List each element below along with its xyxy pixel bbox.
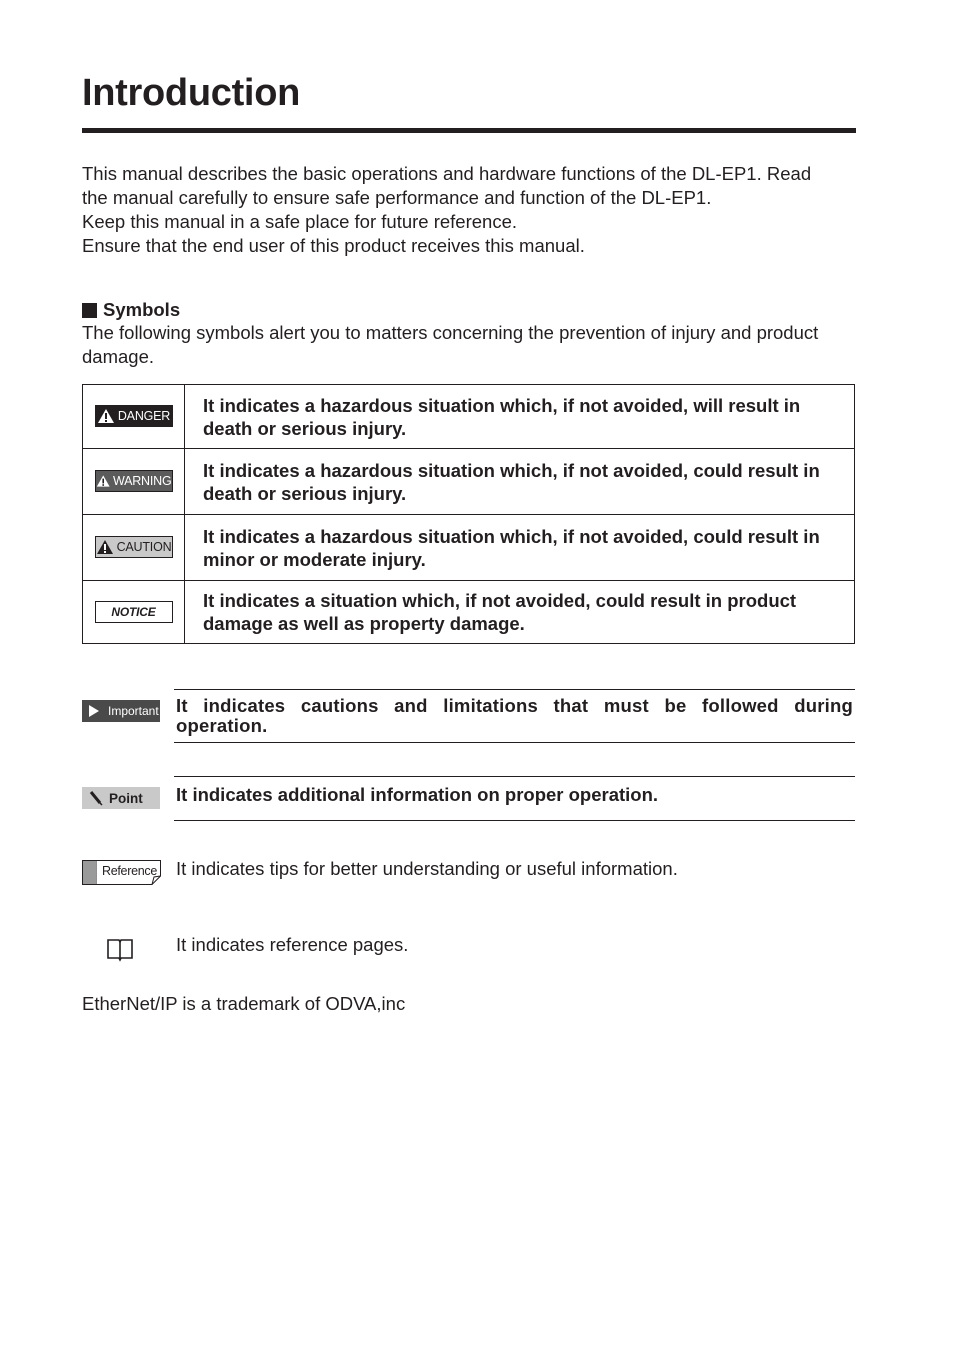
- square-bullet-icon: [82, 303, 97, 318]
- warning-triangle-icon: [97, 408, 115, 424]
- important-badge: [82, 700, 160, 722]
- notice-label: NOTICE: [111, 605, 156, 619]
- symbol-cell: [83, 581, 185, 644]
- warning-label: WARNING: [112, 473, 172, 488]
- symbols-heading-text: Symbols: [103, 299, 181, 320]
- symbol-cell: [83, 515, 185, 581]
- important-label: Important: [108, 704, 159, 718]
- important-badge-wrap: [82, 700, 160, 722]
- caution-description: It indicates a hazardous situation which, if not avoided, could result in minor or moderate injury.: [185, 515, 855, 581]
- notice-description: It indicates a situation which, if not avoided, could result in product damage as well as property damage.: [185, 581, 855, 644]
- ref-pages-text: It indicates reference pages.: [176, 934, 409, 955]
- symbols-table: [82, 384, 855, 644]
- warning-triangle-icon: [96, 539, 114, 555]
- ref-pages-note: [82, 934, 855, 964]
- table-row: [83, 581, 855, 644]
- point-badge-wrap: [82, 787, 160, 809]
- point-label: Point: [109, 790, 143, 806]
- danger-description: It indicates a hazardous situation which, if not avoided, will result in death or serious injury.: [185, 385, 855, 449]
- notice-badge: [95, 601, 173, 623]
- table-row: [83, 449, 855, 515]
- reference-text: It indicates tips for better understanding or useful information.: [176, 858, 678, 879]
- danger-badge: [95, 405, 173, 427]
- warning-triangle-icon: [96, 473, 110, 489]
- pencil-icon: [89, 790, 103, 806]
- symbol-cell: [83, 385, 185, 449]
- title-rule: [82, 128, 856, 133]
- symbol-cell: [83, 449, 185, 515]
- table-row: [83, 515, 855, 581]
- symbols-heading: [82, 299, 180, 321]
- trademark-note: EtherNet/IP is a trademark of ODVA,inc: [82, 993, 406, 1014]
- intro-line: Ensure that the end user of this product receives this manual.: [82, 235, 585, 256]
- caution-badge: [95, 536, 173, 558]
- book-icon: [106, 936, 134, 962]
- intro-text: [82, 162, 862, 258]
- intro-line: This manual describes the basic operations and hardware functions of the DL-EP1. Read: [82, 163, 812, 184]
- table-row: [83, 385, 855, 449]
- intro-line: Keep this manual in a safe place for future reference.: [82, 211, 518, 232]
- point-text: It indicates additional information on proper operation.: [174, 776, 855, 821]
- warning-badge: [95, 470, 173, 492]
- reference-label: Reference: [102, 864, 157, 878]
- arrow-right-icon: [89, 705, 99, 717]
- point-note: [82, 776, 855, 822]
- warning-description: It indicates a hazardous situation which, if not avoided, could result in death or serious injury.: [185, 449, 855, 515]
- page-title: Introduction: [82, 72, 301, 114]
- reference-badge: [82, 860, 160, 884]
- symbols-description: The following symbols alert you to matters concerning the prevention of injury and product damage.: [82, 322, 819, 367]
- danger-label: DANGER: [117, 408, 171, 423]
- caution-label: CAUTION: [116, 539, 172, 554]
- important-note: [82, 689, 855, 745]
- reference-note: [82, 858, 855, 888]
- important-text: It indicates cautions and limitations that must be followed during operation.: [174, 689, 855, 743]
- intro-line: the manual carefully to ensure safe performance and function of the DL-EP1.: [82, 187, 712, 208]
- point-badge: [82, 787, 160, 809]
